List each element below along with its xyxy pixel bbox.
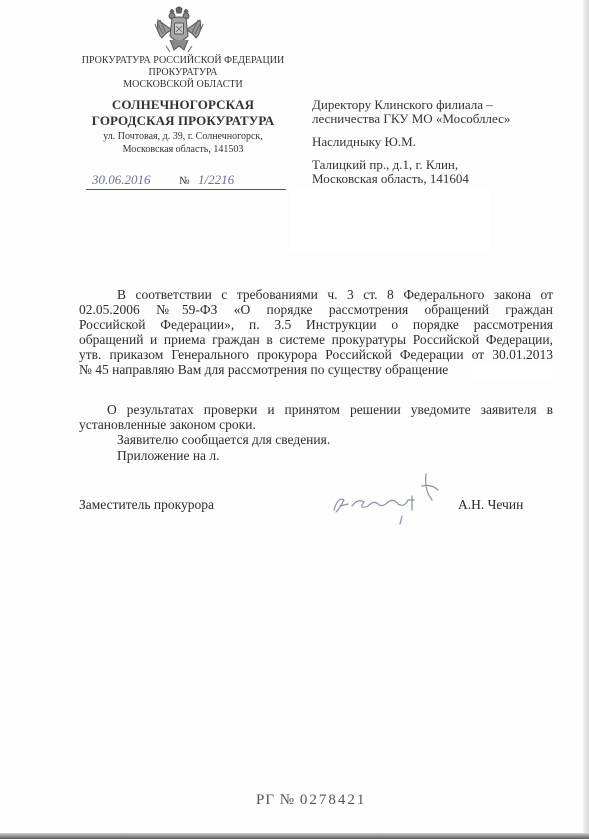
addressee-position-line2: лесничества ГКУ МО «Мособллес»	[312, 111, 511, 126]
paragraph-line: установленные законом сроки.	[79, 417, 256, 432]
form-serial	[256, 792, 366, 809]
scan-edge-right	[583, 0, 589, 839]
addressee-name: Наслидныку Ю.М.	[312, 134, 416, 149]
handwritten-signature	[328, 470, 448, 530]
reference-line	[86, 172, 286, 192]
paragraph-line: № 45 направляю Вам для рассмотрения по существу обращение	[79, 362, 449, 377]
outgoing-number: 1/2216	[198, 172, 235, 187]
second-paragraph	[79, 402, 553, 432]
addressee-region: Московская область, 141604	[312, 171, 469, 186]
coat-of-arms-emblem	[152, 6, 206, 56]
office-name-line1: СОЛНЕЧНОГОРСКАЯ	[111, 97, 255, 112]
redacted-area	[290, 190, 490, 252]
notice-line: Заявителю сообщается для сведения.	[117, 432, 331, 447]
org-name-line2: ПРОКУРАТУРА	[148, 67, 218, 78]
signatory-title: Заместитель прокурора	[79, 497, 214, 512]
office-name-line2: ГОРОДСКАЯ ПРОКУРАТУРА	[91, 113, 275, 128]
serial-number: 0278421	[299, 792, 367, 808]
attachment-line: Приложение на л.	[117, 448, 220, 463]
paragraph-line: утв. приказом Генерального прокурора Российской Федерации от 30.01.2013	[79, 347, 553, 362]
scan-edge-bottom	[0, 833, 589, 839]
number-label: №	[179, 175, 190, 187]
office-address-line2: Московская область, 141503	[122, 144, 244, 155]
serial-series: РГ №	[256, 792, 296, 808]
org-name-line1: ПРОКУРАТУРА РОССИЙСКОЙ ФЕДЕРАЦИИ	[81, 55, 285, 66]
addressee-position-line1: Директору Клинского филиала –	[312, 97, 493, 112]
redacted-applicant	[472, 364, 552, 382]
paragraph-line: Российской Федерации», п. 3.5 Инструкции о порядке рассмотрения	[79, 317, 553, 332]
office-address-line1: ул. Почтовая, д. 39, г. Солнечногорск,	[103, 131, 263, 142]
signatory-name: А.Н. Чечин	[458, 497, 524, 512]
paragraph-line: обращений и приема граждан в системе прокуратуры Российской Федерации,	[79, 332, 553, 347]
addressee-street: Талицкий пр., д.1, г. Клин,	[312, 157, 459, 172]
paragraph-line: О результатах проверки и принятом решении уведомите заявителя в	[107, 402, 553, 417]
paragraph-line: В соответствии с требованиями ч. 3 ст. 8 Федерального закона от	[117, 287, 553, 302]
org-name-line3: МОСКОВСКОЙ ОБЛАСТИ	[123, 79, 243, 90]
outgoing-date: 30.06.2016	[92, 172, 151, 187]
reference-underline	[86, 189, 286, 190]
paragraph-line: 02.05.2006 №59-ФЗ «О порядке рассмотрения обращений граждан	[79, 302, 553, 317]
